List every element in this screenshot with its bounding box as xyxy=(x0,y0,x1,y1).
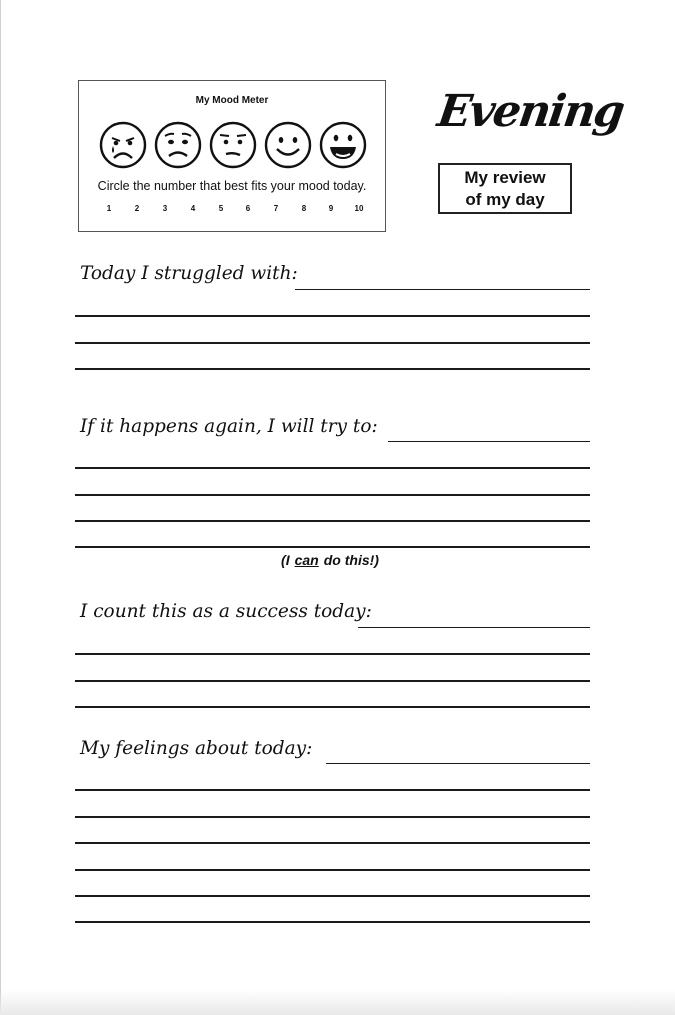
try-answer-line[interactable] xyxy=(75,494,590,496)
mood-number[interactable]: 9 xyxy=(328,204,334,213)
struggled-answer-line[interactable] xyxy=(75,342,590,344)
page-edge xyxy=(0,0,1,1015)
affirmation-close: do this!) xyxy=(323,552,379,568)
mood-number[interactable]: 6 xyxy=(245,204,251,213)
success-answer-line[interactable] xyxy=(75,653,590,655)
mood-number[interactable]: 1 xyxy=(106,204,112,213)
success-answer-line[interactable] xyxy=(75,680,590,682)
try-answer-line[interactable] xyxy=(75,546,590,548)
smiling-face-icon[interactable] xyxy=(264,121,312,169)
success-answer-line[interactable] xyxy=(358,627,590,628)
page-bottom-shadow xyxy=(0,989,675,1015)
try-answer-line[interactable] xyxy=(75,467,590,469)
feelings-prompt: My feelings about today: xyxy=(80,738,313,759)
affirmation-text xyxy=(0,552,660,568)
try-answer-line[interactable] xyxy=(388,441,590,442)
page-title: Evening xyxy=(434,86,627,137)
mood-number[interactable]: 8 xyxy=(301,204,307,213)
feelings-answer-line[interactable] xyxy=(75,895,590,897)
review-label-line1: My review xyxy=(464,168,546,187)
review-label-box xyxy=(438,163,572,214)
success-answer-line[interactable] xyxy=(75,706,590,708)
feelings-answer-line[interactable] xyxy=(75,921,590,923)
feelings-answer-line[interactable] xyxy=(75,789,590,791)
struggled-answer-line[interactable] xyxy=(295,289,590,290)
mood-number[interactable]: 2 xyxy=(134,204,140,213)
feelings-answer-line[interactable] xyxy=(75,869,590,871)
crying-face-icon[interactable] xyxy=(99,121,147,169)
mood-number[interactable]: 10 xyxy=(354,204,364,213)
affirmation-open: (I xyxy=(281,552,290,568)
mood-number[interactable]: 4 xyxy=(190,204,196,213)
mood-instruction: Circle the number that best fits your mood today. xyxy=(97,179,367,193)
mood-meter-box xyxy=(78,80,386,232)
mood-number[interactable]: 3 xyxy=(162,204,168,213)
worried-face-icon[interactable] xyxy=(209,121,257,169)
laughing-face-icon[interactable] xyxy=(319,121,367,169)
try-answer-line[interactable] xyxy=(75,520,590,522)
struggled-answer-line[interactable] xyxy=(75,368,590,370)
feelings-answer-line[interactable] xyxy=(75,842,590,844)
mood-number-scale xyxy=(79,204,385,216)
mood-meter-title: My Mood Meter xyxy=(195,95,269,106)
struggled-prompt: Today I struggled with: xyxy=(80,263,298,284)
sad-face-icon[interactable] xyxy=(154,121,202,169)
mood-faces xyxy=(99,121,369,169)
struggled-answer-line[interactable] xyxy=(75,315,590,317)
mood-number[interactable]: 7 xyxy=(273,204,279,213)
review-label-line2: of my day xyxy=(465,190,545,209)
try-prompt: If it happens again, I will try to: xyxy=(80,416,378,437)
mood-number[interactable]: 5 xyxy=(218,204,224,213)
success-prompt: I count this as a success today: xyxy=(80,601,372,622)
feelings-answer-line[interactable] xyxy=(75,816,590,818)
feelings-answer-line[interactable] xyxy=(326,763,590,764)
affirmation-can: can xyxy=(294,552,319,568)
